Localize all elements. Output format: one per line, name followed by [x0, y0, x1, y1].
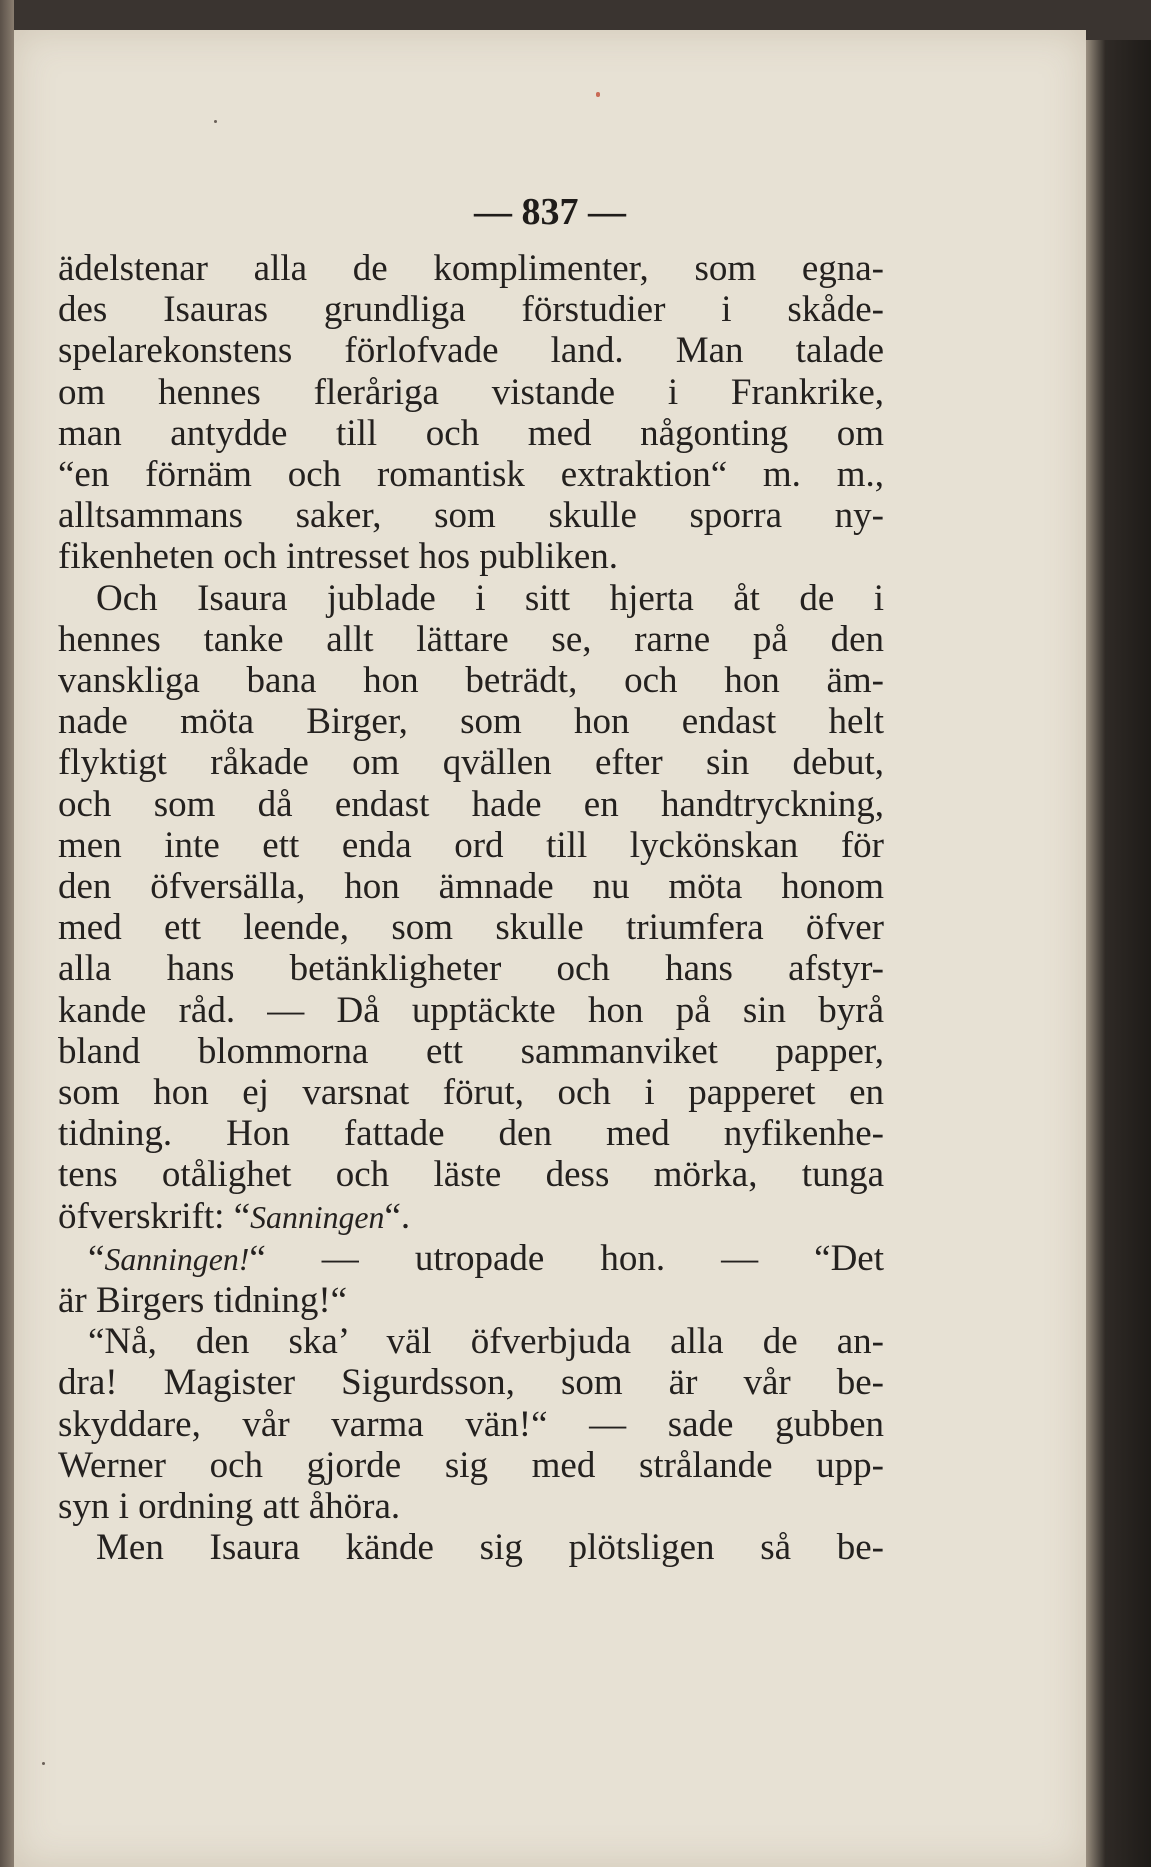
text-line: alla hans betänkligheter och hans afstyr-: [58, 948, 884, 990]
text-line: tidning. Hon fattade den med nyfikenhe-: [58, 1113, 884, 1155]
text-line: skyddare, vår varma vän!“ — sade gubben: [58, 1403, 884, 1445]
text-line: fikenheten och intresset hos publiken.: [58, 536, 619, 578]
text-line: om hennes fleråriga vistande i Frankrike,: [58, 371, 884, 413]
page-number: — 837 —: [474, 191, 626, 233]
text-line: kande råd. — Då upptäckte hon på sin byrå: [58, 989, 884, 1031]
paragraph-start-line: Och Isaura jublade i sitt hjerta åt de i: [96, 577, 884, 619]
text-fragment: öfverskrift: “: [58, 1195, 251, 1237]
left-page-edge: [0, 0, 14, 1867]
text-line: dra! Magister Sigurdsson, som är vår be-: [58, 1362, 884, 1404]
text-line: Werner och gjorde sig med strålande upp-: [58, 1444, 884, 1486]
text-line: des Isauras grundliga förstudier i skåde-: [58, 289, 884, 331]
text-line: hennes tanke allt lättare se, rarne på den: [58, 618, 884, 660]
paragraph-start-line: Men Isaura kände sig plötsligen så be-: [96, 1527, 884, 1569]
text-line: är Birgers tidning!“: [58, 1280, 348, 1322]
text-line: ädelstenar alla de komplimenter, som egna-: [58, 248, 884, 289]
text-fragment: “: [88, 1237, 105, 1279]
text-line: tens otålighet och läste dess mörka, tunga: [58, 1154, 884, 1196]
text-fragment: “.: [384, 1195, 411, 1237]
text-line: vanskliga bana hon beträdt, och hon äm-: [58, 660, 884, 702]
paper-dot: [42, 1762, 45, 1765]
text-line: syn i ordning att åhöra.: [58, 1486, 401, 1528]
ink-speck: [596, 92, 600, 97]
text-line: den öfversälla, hon ämnade nu möta honom: [58, 866, 884, 908]
text-line: alltsammans saker, som skulle sporra ny-: [58, 495, 884, 537]
text-line: nade möta Birger, som hon endast helt: [58, 701, 884, 743]
paper-dot: [214, 120, 217, 123]
book-spine-edge: [1086, 40, 1151, 1867]
exclamation-italic: Sanningen!: [104, 1241, 250, 1277]
text-line: man antydde till och med någonting om: [58, 412, 884, 454]
text-line: bland blommorna ett sammanviket papper,: [58, 1030, 884, 1072]
newspaper-title: Sanningen: [250, 1199, 385, 1235]
dialogue-line: [58, 1238, 884, 1280]
text-line: flyktigt råkade om qvällen efter sin debut,: [58, 742, 884, 784]
body-text: [58, 248, 884, 1569]
text-line: spelarekonstens förlofvade land. Man talade: [58, 330, 884, 372]
text-line: som hon ej varsnat förut, och i papperet en: [58, 1072, 884, 1114]
dialogue-line: “Nå, den ska’ väl öfverbjuda alla de an-: [88, 1321, 884, 1363]
text-line: med ett leende, som skulle triumfera öfver: [58, 907, 884, 949]
text-line: och som då endast hade en handtryckning,: [58, 783, 884, 825]
page-paper: [14, 30, 1086, 1867]
text-fragment: “ — utropade hon. — “Det: [249, 1237, 884, 1279]
headline-line: [58, 1196, 884, 1238]
text-line: men inte ett enda ord till lyckönskan för: [58, 824, 884, 866]
text-line: “en förnäm och romantisk extraktion“ m. m.,: [58, 454, 884, 496]
